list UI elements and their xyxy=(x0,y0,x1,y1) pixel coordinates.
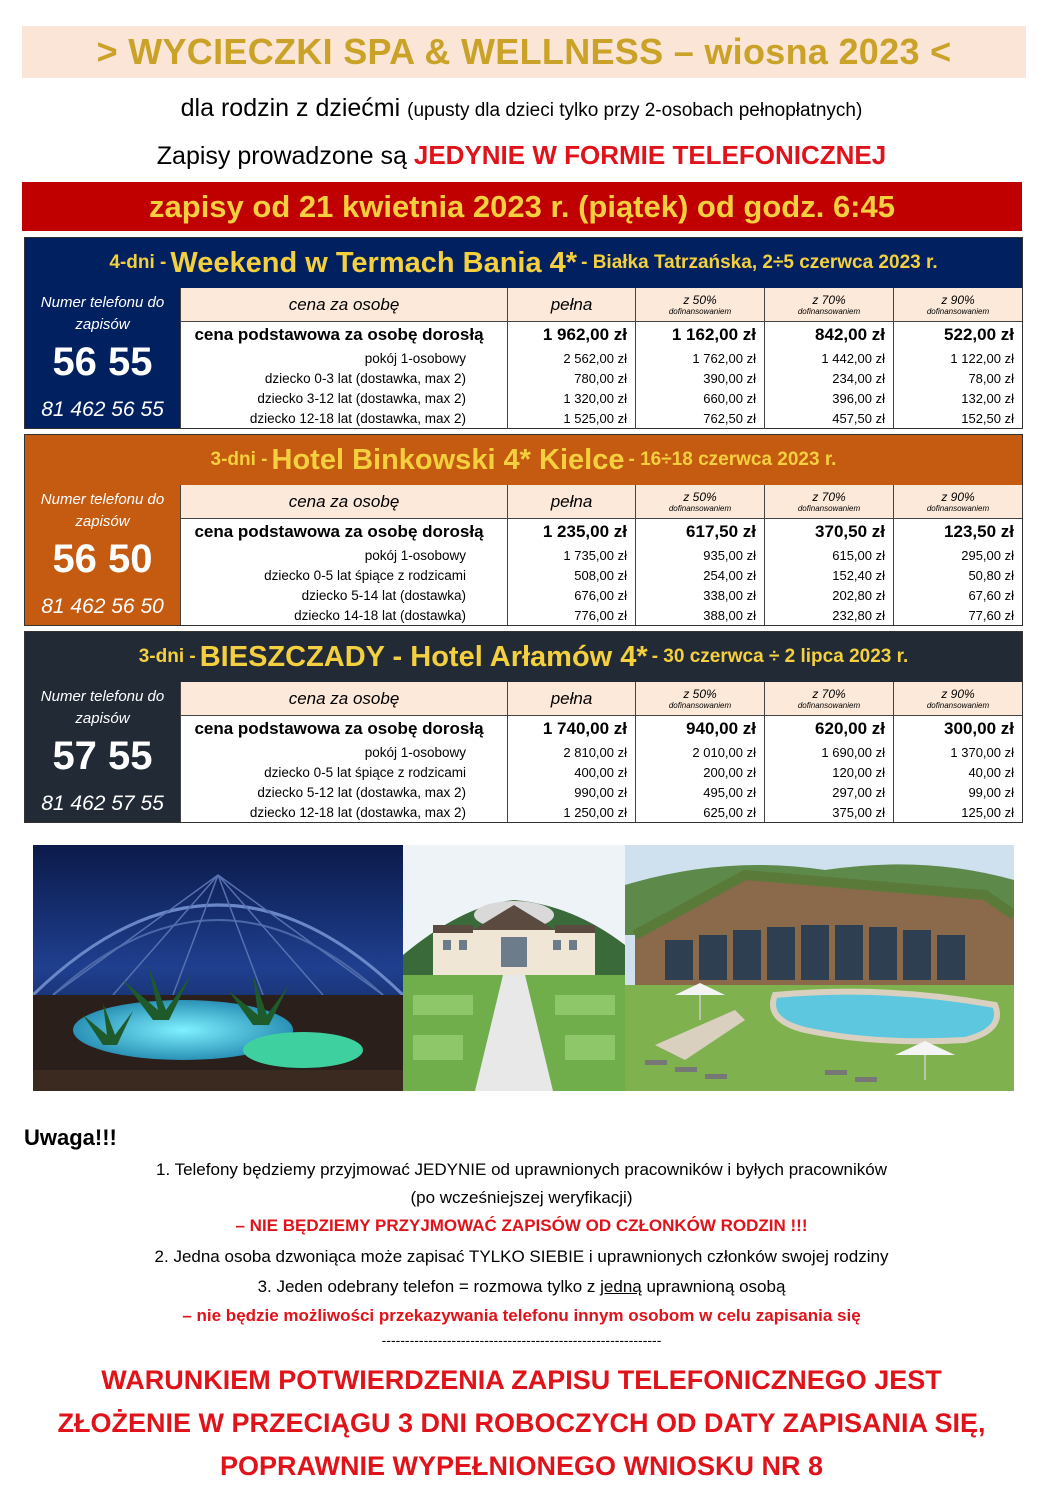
trip-body xyxy=(25,485,1022,625)
price-table-header xyxy=(180,485,1022,519)
row-label: dziecko 14-18 lat (dostawka) xyxy=(180,605,507,625)
header-d50-subsidy: dofinansowaniem xyxy=(668,700,732,710)
table-row xyxy=(180,585,1022,605)
header-d90-subsidy: dofinansowaniem xyxy=(926,306,990,316)
table-row xyxy=(180,519,1022,545)
page-title: > WYCIECZKI SPA & WELLNESS – wiosna 2023 < xyxy=(96,31,952,72)
note-1-warning: – NIE BĘDZIEMY PRZYJMOWAĆ ZAPISÓW OD CZŁONKÓW RODZIN !!! xyxy=(235,1216,808,1235)
row-price-70: 370,50 zł xyxy=(764,519,893,545)
note-3-pre: 3. Jeden odebrany telefon = rozmowa tylko z xyxy=(257,1277,601,1296)
phone-extension: 57 55 xyxy=(52,734,153,778)
header-full-price: pełna xyxy=(507,682,635,715)
header-d50-subsidy: dofinansowaniem xyxy=(668,306,732,316)
registration-mode-text: Zapisy prowadzone są xyxy=(156,142,407,170)
row-price-70: 297,00 zł xyxy=(764,782,893,802)
trip-body xyxy=(25,288,1022,428)
table-row xyxy=(180,408,1022,428)
table-row xyxy=(180,802,1022,822)
trip-header xyxy=(25,435,1022,485)
registration-mode-line xyxy=(0,140,1043,171)
note-3-underlined: jedną xyxy=(600,1277,642,1296)
trip-location-date: - Białka Tatrzańska, 2÷5 czerwca 2023 r. xyxy=(581,252,938,273)
final-notice-line-1: WARUNKIEM POTWIERDZENIA ZAPISU TELEFONICZNEGO JEST xyxy=(101,1365,942,1395)
price-table xyxy=(180,288,1022,428)
header-d90 xyxy=(893,682,1022,715)
trip-location-date: - 30 czerwca ÷ 2 lipca 2023 r. xyxy=(651,646,909,667)
row-label: dziecko 3-12 lat (dostawka, max 2) xyxy=(180,388,507,408)
row-price-90: 1 370,00 zł xyxy=(893,742,1022,762)
row-price-70: 842,00 zł xyxy=(764,322,893,348)
row-full-price: 1 250,00 zł xyxy=(507,802,635,822)
row-price-50: 940,00 zł xyxy=(635,716,764,742)
row-price-50: 660,00 zł xyxy=(635,388,764,408)
row-price-90: 40,00 zł xyxy=(893,762,1022,782)
row-price-90: 522,00 zł xyxy=(893,322,1022,348)
trip-section-binkowski xyxy=(24,434,1023,626)
row-label: dziecko 5-14 lat (dostawka) xyxy=(180,585,507,605)
phone-number: 81 462 57 55 xyxy=(41,792,164,815)
table-row xyxy=(180,322,1022,348)
photo-strip xyxy=(33,845,1014,1091)
header-d90-pct: z 90% xyxy=(941,489,975,504)
header-full-price: pełna xyxy=(507,288,635,321)
header-d90-subsidy: dofinansowaniem xyxy=(926,700,990,710)
note-3-warning: – nie będzie możliwości przekazywania telefonu innym osobom w celu zapisania się xyxy=(182,1306,861,1325)
trip-duration: 3-dni - xyxy=(138,646,196,667)
row-price-90: 77,60 zł xyxy=(893,605,1022,625)
photo-thermal-pool xyxy=(33,845,403,1091)
phone-box xyxy=(25,485,180,625)
header-d70-pct: z 70% xyxy=(812,292,846,307)
phone-box xyxy=(25,682,180,822)
table-row xyxy=(180,565,1022,585)
row-full-price: 990,00 zł xyxy=(507,782,635,802)
row-price-50: 1 162,00 zł xyxy=(635,322,764,348)
phone-label: Numer telefonu do zapisów xyxy=(40,688,165,727)
header-d50-pct: z 50% xyxy=(683,686,717,701)
row-full-price: 2 810,00 zł xyxy=(507,742,635,762)
price-rows xyxy=(180,322,1022,428)
row-price-90: 300,00 zł xyxy=(893,716,1022,742)
row-price-70: 152,40 zł xyxy=(764,565,893,585)
row-label: dziecko 0-5 lat śpiące z rodzicami xyxy=(180,762,507,782)
table-row xyxy=(180,368,1022,388)
table-row xyxy=(180,348,1022,368)
audience-line xyxy=(0,94,1043,123)
row-price-70: 396,00 zł xyxy=(764,388,893,408)
header-d50 xyxy=(635,682,764,715)
title-banner xyxy=(22,26,1026,78)
row-price-50: 625,00 zł xyxy=(635,802,764,822)
row-label: pokój 1-osobowy xyxy=(180,545,507,565)
row-price-90: 152,50 zł xyxy=(893,408,1022,428)
row-full-price: 676,00 zł xyxy=(507,585,635,605)
row-price-90: 67,60 zł xyxy=(893,585,1022,605)
header-d50-subsidy: dofinansowaniem xyxy=(668,503,732,513)
row-price-50: 495,00 zł xyxy=(635,782,764,802)
row-price-90: 99,00 zł xyxy=(893,782,1022,802)
notes-divider: ------------------------------------------------------------ xyxy=(381,1332,662,1348)
note-3-post: uprawnioną osobą xyxy=(641,1277,786,1296)
header-full-price: pełna xyxy=(507,485,635,518)
table-row xyxy=(180,388,1022,408)
row-full-price: 1 320,00 zł xyxy=(507,388,635,408)
note-1-line-b: (po wcześniejszej weryfikacji) xyxy=(410,1188,633,1207)
header-price-per-person: cena za osobę xyxy=(180,485,507,518)
row-price-70: 1 442,00 zł xyxy=(764,348,893,368)
row-label: dziecko 5-12 lat (dostawka, max 2) xyxy=(180,782,507,802)
header-d90-subsidy: dofinansowaniem xyxy=(926,503,990,513)
row-price-90: 50,80 zł xyxy=(893,565,1022,585)
row-price-90: 295,00 zł xyxy=(893,545,1022,565)
audience-main: dla rodzin z dziećmi xyxy=(180,94,401,122)
trip-section-bania xyxy=(24,237,1023,429)
row-full-price: 400,00 zł xyxy=(507,762,635,782)
table-row xyxy=(180,782,1022,802)
trip-body xyxy=(25,682,1022,822)
row-price-90: 1 122,00 zł xyxy=(893,348,1022,368)
row-full-price: 2 562,00 zł xyxy=(507,348,635,368)
header-d90-pct: z 90% xyxy=(941,292,975,307)
price-rows xyxy=(180,716,1022,822)
row-label: cena podstawowa za osobę dorosłą xyxy=(180,519,507,545)
row-price-70: 120,00 zł xyxy=(764,762,893,782)
row-price-70: 375,00 zł xyxy=(764,802,893,822)
row-price-50: 390,00 zł xyxy=(635,368,764,388)
row-price-50: 935,00 zł xyxy=(635,545,764,565)
row-price-50: 200,00 zł xyxy=(635,762,764,782)
row-price-50: 388,00 zł xyxy=(635,605,764,625)
header-d70-pct: z 70% xyxy=(812,686,846,701)
trip-section-arlamow xyxy=(24,631,1023,823)
header-d70-pct: z 70% xyxy=(812,489,846,504)
header-d90 xyxy=(893,288,1022,321)
final-notice-line-2: ZŁOŻENIE W PRZECIĄGU 3 DNI ROBOCZYCH OD DATY ZAPISANIA SIĘ, xyxy=(57,1408,986,1438)
row-full-price: 508,00 zł xyxy=(507,565,635,585)
trip-location-date: - 16÷18 czerwca 2023 r. xyxy=(628,449,837,470)
price-table-header xyxy=(180,682,1022,716)
phone-label: Numer telefonu do zapisów xyxy=(40,294,165,333)
photo-outdoor-pool xyxy=(625,845,1014,1091)
photo-hotel-arlamow xyxy=(403,845,625,1091)
final-notice-line-3: POPRAWNIE WYPEŁNIONEGO WNIOSKU NR 8 xyxy=(219,1451,824,1481)
row-label: cena podstawowa za osobę dorosłą xyxy=(180,322,507,348)
trip-header xyxy=(25,632,1022,682)
phone-extension: 56 50 xyxy=(52,537,153,581)
note-2: 2. Jedna osoba dzwoniąca może zapisać TYLKO SIEBIE i uprawnionych członków swojej rodziny xyxy=(154,1247,889,1266)
row-price-50: 762,50 zł xyxy=(635,408,764,428)
trip-name: BIESZCZADY - Hotel Arłamów 4* xyxy=(199,640,648,673)
trip-name: Weekend w Termach Bania 4* xyxy=(170,246,578,279)
header-d70 xyxy=(764,288,893,321)
phone-box xyxy=(25,288,180,428)
row-price-90: 125,00 zł xyxy=(893,802,1022,822)
header-d50-pct: z 50% xyxy=(683,489,717,504)
row-price-70: 234,00 zł xyxy=(764,368,893,388)
notes-title: Uwaga!!! xyxy=(24,1125,117,1150)
row-price-70: 457,50 zł xyxy=(764,408,893,428)
row-price-50: 254,00 zł xyxy=(635,565,764,585)
row-full-price: 780,00 zł xyxy=(507,368,635,388)
header-d70-subsidy: dofinansowaniem xyxy=(797,306,861,316)
phone-label: Numer telefonu do zapisów xyxy=(40,491,165,530)
table-row xyxy=(180,716,1022,742)
table-row xyxy=(180,545,1022,565)
row-price-50: 1 762,00 zł xyxy=(635,348,764,368)
table-row xyxy=(180,742,1022,762)
registration-mode-highlight: JEDYNIE W FORMIE TELEFONICZNEJ xyxy=(413,140,887,170)
row-label: dziecko 0-5 lat śpiące z rodzicami xyxy=(180,565,507,585)
phone-number: 81 462 56 55 xyxy=(41,398,164,421)
note-3 xyxy=(0,1277,1043,1297)
table-row xyxy=(180,605,1022,625)
row-price-90: 123,50 zł xyxy=(893,519,1022,545)
audience-note: (upusty dla dzieci tylko przy 2-osobach pełnopłatnych) xyxy=(407,100,863,121)
header-d90-pct: z 90% xyxy=(941,686,975,701)
registration-date-banner xyxy=(22,182,1022,231)
header-d90 xyxy=(893,485,1022,518)
row-price-90: 132,00 zł xyxy=(893,388,1022,408)
row-label: dziecko 12-18 lat (dostawka, max 2) xyxy=(180,408,507,428)
header-price-per-person: cena za osobę xyxy=(180,288,507,321)
row-full-price: 1 525,00 zł xyxy=(507,408,635,428)
price-table xyxy=(180,682,1022,822)
trip-name: Hotel Binkowski 4* Kielce xyxy=(271,443,625,476)
registration-date: zapisy od 21 kwietnia 2023 r. (piątek) od godz. 6:45 xyxy=(149,188,895,224)
row-full-price: 1 735,00 zł xyxy=(507,545,635,565)
table-row xyxy=(180,762,1022,782)
row-price-50: 2 010,00 zł xyxy=(635,742,764,762)
row-price-70: 620,00 zł xyxy=(764,716,893,742)
row-full-price: 1 740,00 zł xyxy=(507,716,635,742)
header-d70-subsidy: dofinansowaniem xyxy=(797,700,861,710)
row-price-70: 1 690,00 zł xyxy=(764,742,893,762)
price-table-header xyxy=(180,288,1022,322)
row-full-price: 1 235,00 zł xyxy=(507,519,635,545)
row-label: dziecko 12-18 lat (dostawka, max 2) xyxy=(180,802,507,822)
row-price-70: 232,80 zł xyxy=(764,605,893,625)
header-d50 xyxy=(635,288,764,321)
trip-header xyxy=(25,238,1022,288)
phone-extension: 56 55 xyxy=(52,340,153,384)
header-d50 xyxy=(635,485,764,518)
trip-duration: 4-dni - xyxy=(109,252,167,273)
header-d50-pct: z 50% xyxy=(683,292,717,307)
price-table xyxy=(180,485,1022,625)
row-price-50: 338,00 zł xyxy=(635,585,764,605)
row-price-70: 615,00 zł xyxy=(764,545,893,565)
row-price-50: 617,50 zł xyxy=(635,519,764,545)
header-d70 xyxy=(764,485,893,518)
row-full-price: 776,00 zł xyxy=(507,605,635,625)
row-label: pokój 1-osobowy xyxy=(180,742,507,762)
row-label: pokój 1-osobowy xyxy=(180,348,507,368)
row-label: dziecko 0-3 lat (dostawka, max 2) xyxy=(180,368,507,388)
price-rows xyxy=(180,519,1022,625)
header-d70 xyxy=(764,682,893,715)
header-d70-subsidy: dofinansowaniem xyxy=(797,503,861,513)
header-price-per-person: cena za osobę xyxy=(180,682,507,715)
row-full-price: 1 962,00 zł xyxy=(507,322,635,348)
phone-number: 81 462 56 50 xyxy=(41,595,164,618)
trip-duration: 3-dni - xyxy=(210,449,268,470)
row-label: cena podstawowa za osobę dorosłą xyxy=(180,716,507,742)
note-1-line-a: 1. Telefony będziemy przyjmować JEDYNIE od uprawnionych pracowników i byłych pracowników xyxy=(155,1160,887,1179)
row-price-90: 78,00 zł xyxy=(893,368,1022,388)
row-price-70: 202,80 zł xyxy=(764,585,893,605)
